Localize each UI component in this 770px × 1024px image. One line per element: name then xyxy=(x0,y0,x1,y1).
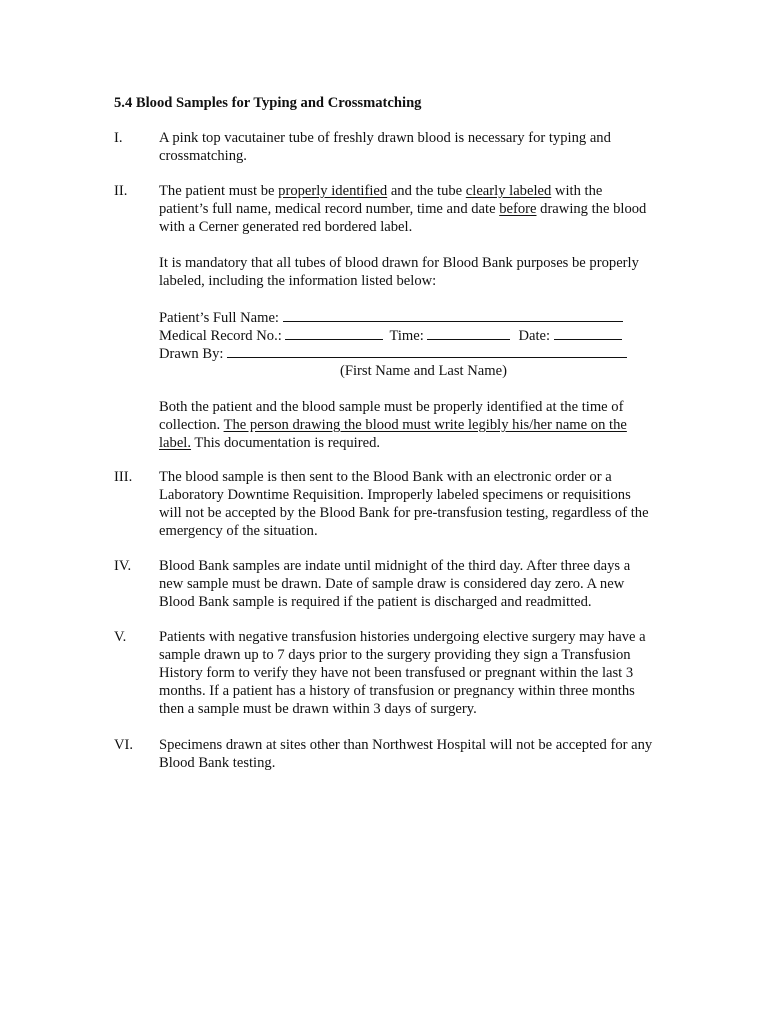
date-label: Date: xyxy=(518,328,554,344)
section-numeral: IV. xyxy=(114,558,132,574)
section-text: A pink top vacutainer tube of freshly drawn blood is necessary for typing and crossmatching. xyxy=(159,130,611,164)
label-form xyxy=(159,308,654,380)
section-4 xyxy=(114,557,654,611)
section-text: Blood Bank samples are indate until midnight of the third day. After three days a new sample must be drawn. Date of sample draw is considered day zero. A new Blood Bank sample is required if the patient is discharged and readmitted. xyxy=(159,558,631,610)
date-blank[interactable] xyxy=(554,326,622,340)
time-blank[interactable] xyxy=(427,326,510,340)
time-label: Time: xyxy=(389,328,428,344)
section-numeral: I. xyxy=(114,130,123,146)
section-numeral: III. xyxy=(114,469,133,485)
section-5 xyxy=(114,628,654,718)
mrn-time-date-row xyxy=(159,326,654,344)
full-name-row xyxy=(159,308,654,326)
section-numeral: V. xyxy=(114,629,127,645)
section-2 xyxy=(114,182,654,452)
labeling-requirements-paragraph: The patient must be properly identified and the tube clearly labeled with the patient’s full name, medical record number, time and date before drawing the blood with a Cerner generated red bordered label. xyxy=(159,183,647,235)
full-name-label: Patient’s Full Name: xyxy=(159,310,283,326)
mrn-blank[interactable] xyxy=(285,326,383,340)
section-text: Specimens drawn at sites other than Northwest Hospital will not be accepted for any Blood Bank testing. xyxy=(159,737,653,771)
section-text: Patients with negative transfusion histories undergoing elective surgery may have a sample drawn up to 7 days prior to the surgery providing they sign a Transfusion History form to verify they have not been transfused or pregnant within the last 3 months. If a patient has a history of transfusion or pregnancy within three months then a sample must be drawn within 3 days of surgery. xyxy=(159,629,646,717)
section-numeral: VI. xyxy=(114,737,134,753)
section-3 xyxy=(114,468,654,540)
section-1 xyxy=(114,129,654,165)
mrn-label: Medical Record No.: xyxy=(159,328,286,344)
drawn-by-row xyxy=(159,344,654,362)
section-numeral: II. xyxy=(114,183,128,199)
section-6 xyxy=(114,736,654,772)
mandatory-labeling-paragraph: It is mandatory that all tubes of blood drawn for Blood Bank purposes be properly labeled, including the information listed below: xyxy=(159,255,639,289)
drawn-by-blank[interactable] xyxy=(227,344,627,358)
section-text: The blood sample is then sent to the Blood Bank with an electronic order or a Laboratory Downtime Requisition. Improperly labeled specimens or requisitions will not be accepted by the Blood Bank for pre-transfusion testing, regardless of the emergency of the situation. xyxy=(159,469,649,539)
drawn-by-label: Drawn By: xyxy=(159,346,228,362)
full-name-blank[interactable] xyxy=(283,308,623,322)
section-title: 5.4 Blood Samples for Typing and Crossmatching xyxy=(114,95,422,111)
identification-paragraph: Both the patient and the blood sample must be properly identified at the time of collection. The person drawing the blood must write legibly his/her name on the label. This documentation is required. xyxy=(159,399,627,451)
name-format-caption: (First Name and Last Name) xyxy=(340,363,507,379)
